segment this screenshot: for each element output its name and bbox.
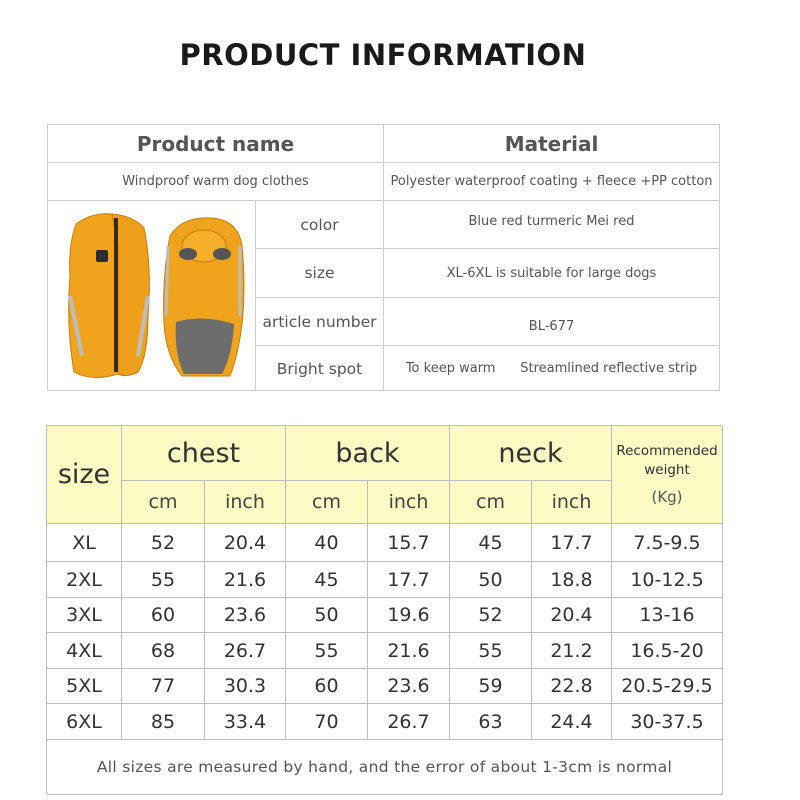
table-cell: 20.4 bbox=[532, 598, 612, 633]
table-cell: 52 bbox=[450, 598, 532, 633]
table-cell: 22.8 bbox=[532, 669, 612, 704]
group-header-chest: chest bbox=[122, 426, 286, 481]
product-image bbox=[48, 201, 255, 391]
attr-value-size: XL-6XL is suitable for large dogs bbox=[446, 265, 657, 281]
table-cell: 21.6 bbox=[205, 562, 286, 598]
unit-header-inch: inch bbox=[532, 481, 612, 524]
coat-back-view bbox=[163, 218, 243, 376]
table-cell: 23.6 bbox=[368, 669, 450, 704]
table-cell: 17.7 bbox=[532, 524, 612, 562]
table-cell: 33.4 bbox=[205, 704, 286, 740]
table-cell: 55 bbox=[450, 633, 532, 669]
table-cell: 30-37.5 bbox=[612, 704, 723, 740]
table-cell: 63 bbox=[450, 704, 532, 740]
size-row-label: 5XL bbox=[47, 669, 122, 704]
table-cell: 50 bbox=[286, 598, 368, 633]
recommended-weight-label: Recommended bbox=[616, 443, 718, 459]
table-cell: 68 bbox=[122, 633, 205, 669]
size-row-label: 6XL bbox=[47, 704, 122, 740]
measurement-note: All sizes are measured by hand, and the error of about 1-3cm is normal bbox=[47, 740, 723, 795]
table-cell: 20.4 bbox=[205, 524, 286, 562]
coat-front-view bbox=[68, 214, 149, 378]
size-header: size bbox=[47, 426, 122, 524]
header-product-name: Product name bbox=[136, 131, 295, 156]
size-row-label: XL bbox=[47, 524, 122, 562]
table-cell: 40 bbox=[286, 524, 368, 562]
table-cell: 59 bbox=[450, 669, 532, 704]
table-cell: 26.7 bbox=[205, 633, 286, 669]
material-value: Polyester waterproof coating + fleece +PP cotton bbox=[390, 174, 713, 189]
table-cell: 15.7 bbox=[368, 524, 450, 562]
table-cell: 20.5-29.5 bbox=[612, 669, 723, 704]
attr-label-bright-spot: Bright spot bbox=[276, 359, 363, 378]
attr-value-article-number: BL-677 bbox=[528, 319, 575, 334]
unit-header-cm: cm bbox=[122, 481, 205, 524]
table-cell: 52 bbox=[122, 524, 205, 562]
unit-header-inch: inch bbox=[368, 481, 450, 524]
table-cell: 50 bbox=[450, 562, 532, 598]
table-cell: 13-16 bbox=[612, 598, 723, 633]
table-cell: 19.6 bbox=[368, 598, 450, 633]
attr-label-color: color bbox=[300, 215, 339, 234]
group-header-neck: neck bbox=[450, 426, 612, 481]
product-info-table bbox=[47, 124, 720, 391]
table-cell: 60 bbox=[286, 669, 368, 704]
table-cell: 45 bbox=[450, 524, 532, 562]
recommended-weight-unit: (Kg) bbox=[651, 488, 683, 506]
size-chart-table bbox=[46, 425, 722, 794]
table-cell: 21.6 bbox=[368, 633, 450, 669]
size-row-label: 4XL bbox=[47, 633, 122, 669]
table-cell: 17.7 bbox=[368, 562, 450, 598]
table-cell: 21.2 bbox=[532, 633, 612, 669]
table-cell: 45 bbox=[286, 562, 368, 598]
unit-header-cm: cm bbox=[286, 481, 368, 524]
product-name-value: Windproof warm dog clothes bbox=[122, 174, 309, 189]
unit-header-inch: inch bbox=[205, 481, 286, 524]
attr-label-size: size bbox=[304, 264, 335, 282]
group-header-back: back bbox=[286, 426, 450, 481]
table-cell: 24.4 bbox=[532, 704, 612, 740]
size-row-label: 2XL bbox=[47, 562, 122, 598]
table-cell: 70 bbox=[286, 704, 368, 740]
table-cell: 30.3 bbox=[205, 669, 286, 704]
table-cell: 55 bbox=[122, 562, 205, 598]
table-cell: 10-12.5 bbox=[612, 562, 723, 598]
table-cell: 7.5-9.5 bbox=[612, 524, 723, 562]
dog-coat-illustration bbox=[52, 206, 252, 386]
page-title: PRODUCT INFORMATION bbox=[179, 38, 587, 72]
table-cell: 85 bbox=[122, 704, 205, 740]
recommended-weight-label: weight bbox=[644, 462, 690, 478]
attr-value-bright-spot: To keep warm Streamlined reflective strip bbox=[405, 361, 698, 376]
table-cell: 77 bbox=[122, 669, 205, 704]
table-cell: 18.8 bbox=[532, 562, 612, 598]
table-cell: 55 bbox=[286, 633, 368, 669]
table-cell: 16.5-20 bbox=[612, 633, 723, 669]
table-cell: 60 bbox=[122, 598, 205, 633]
header-material: Material bbox=[504, 131, 599, 156]
table-cell: 23.6 bbox=[205, 598, 286, 633]
table-cell: 26.7 bbox=[368, 704, 450, 740]
unit-header-cm: cm bbox=[450, 481, 532, 524]
recommended-weight-header bbox=[612, 426, 723, 524]
attr-value-color: Blue red turmeric Mei red bbox=[468, 214, 635, 229]
attr-label-article-number: article number bbox=[262, 312, 377, 331]
size-row-label: 3XL bbox=[47, 598, 122, 633]
